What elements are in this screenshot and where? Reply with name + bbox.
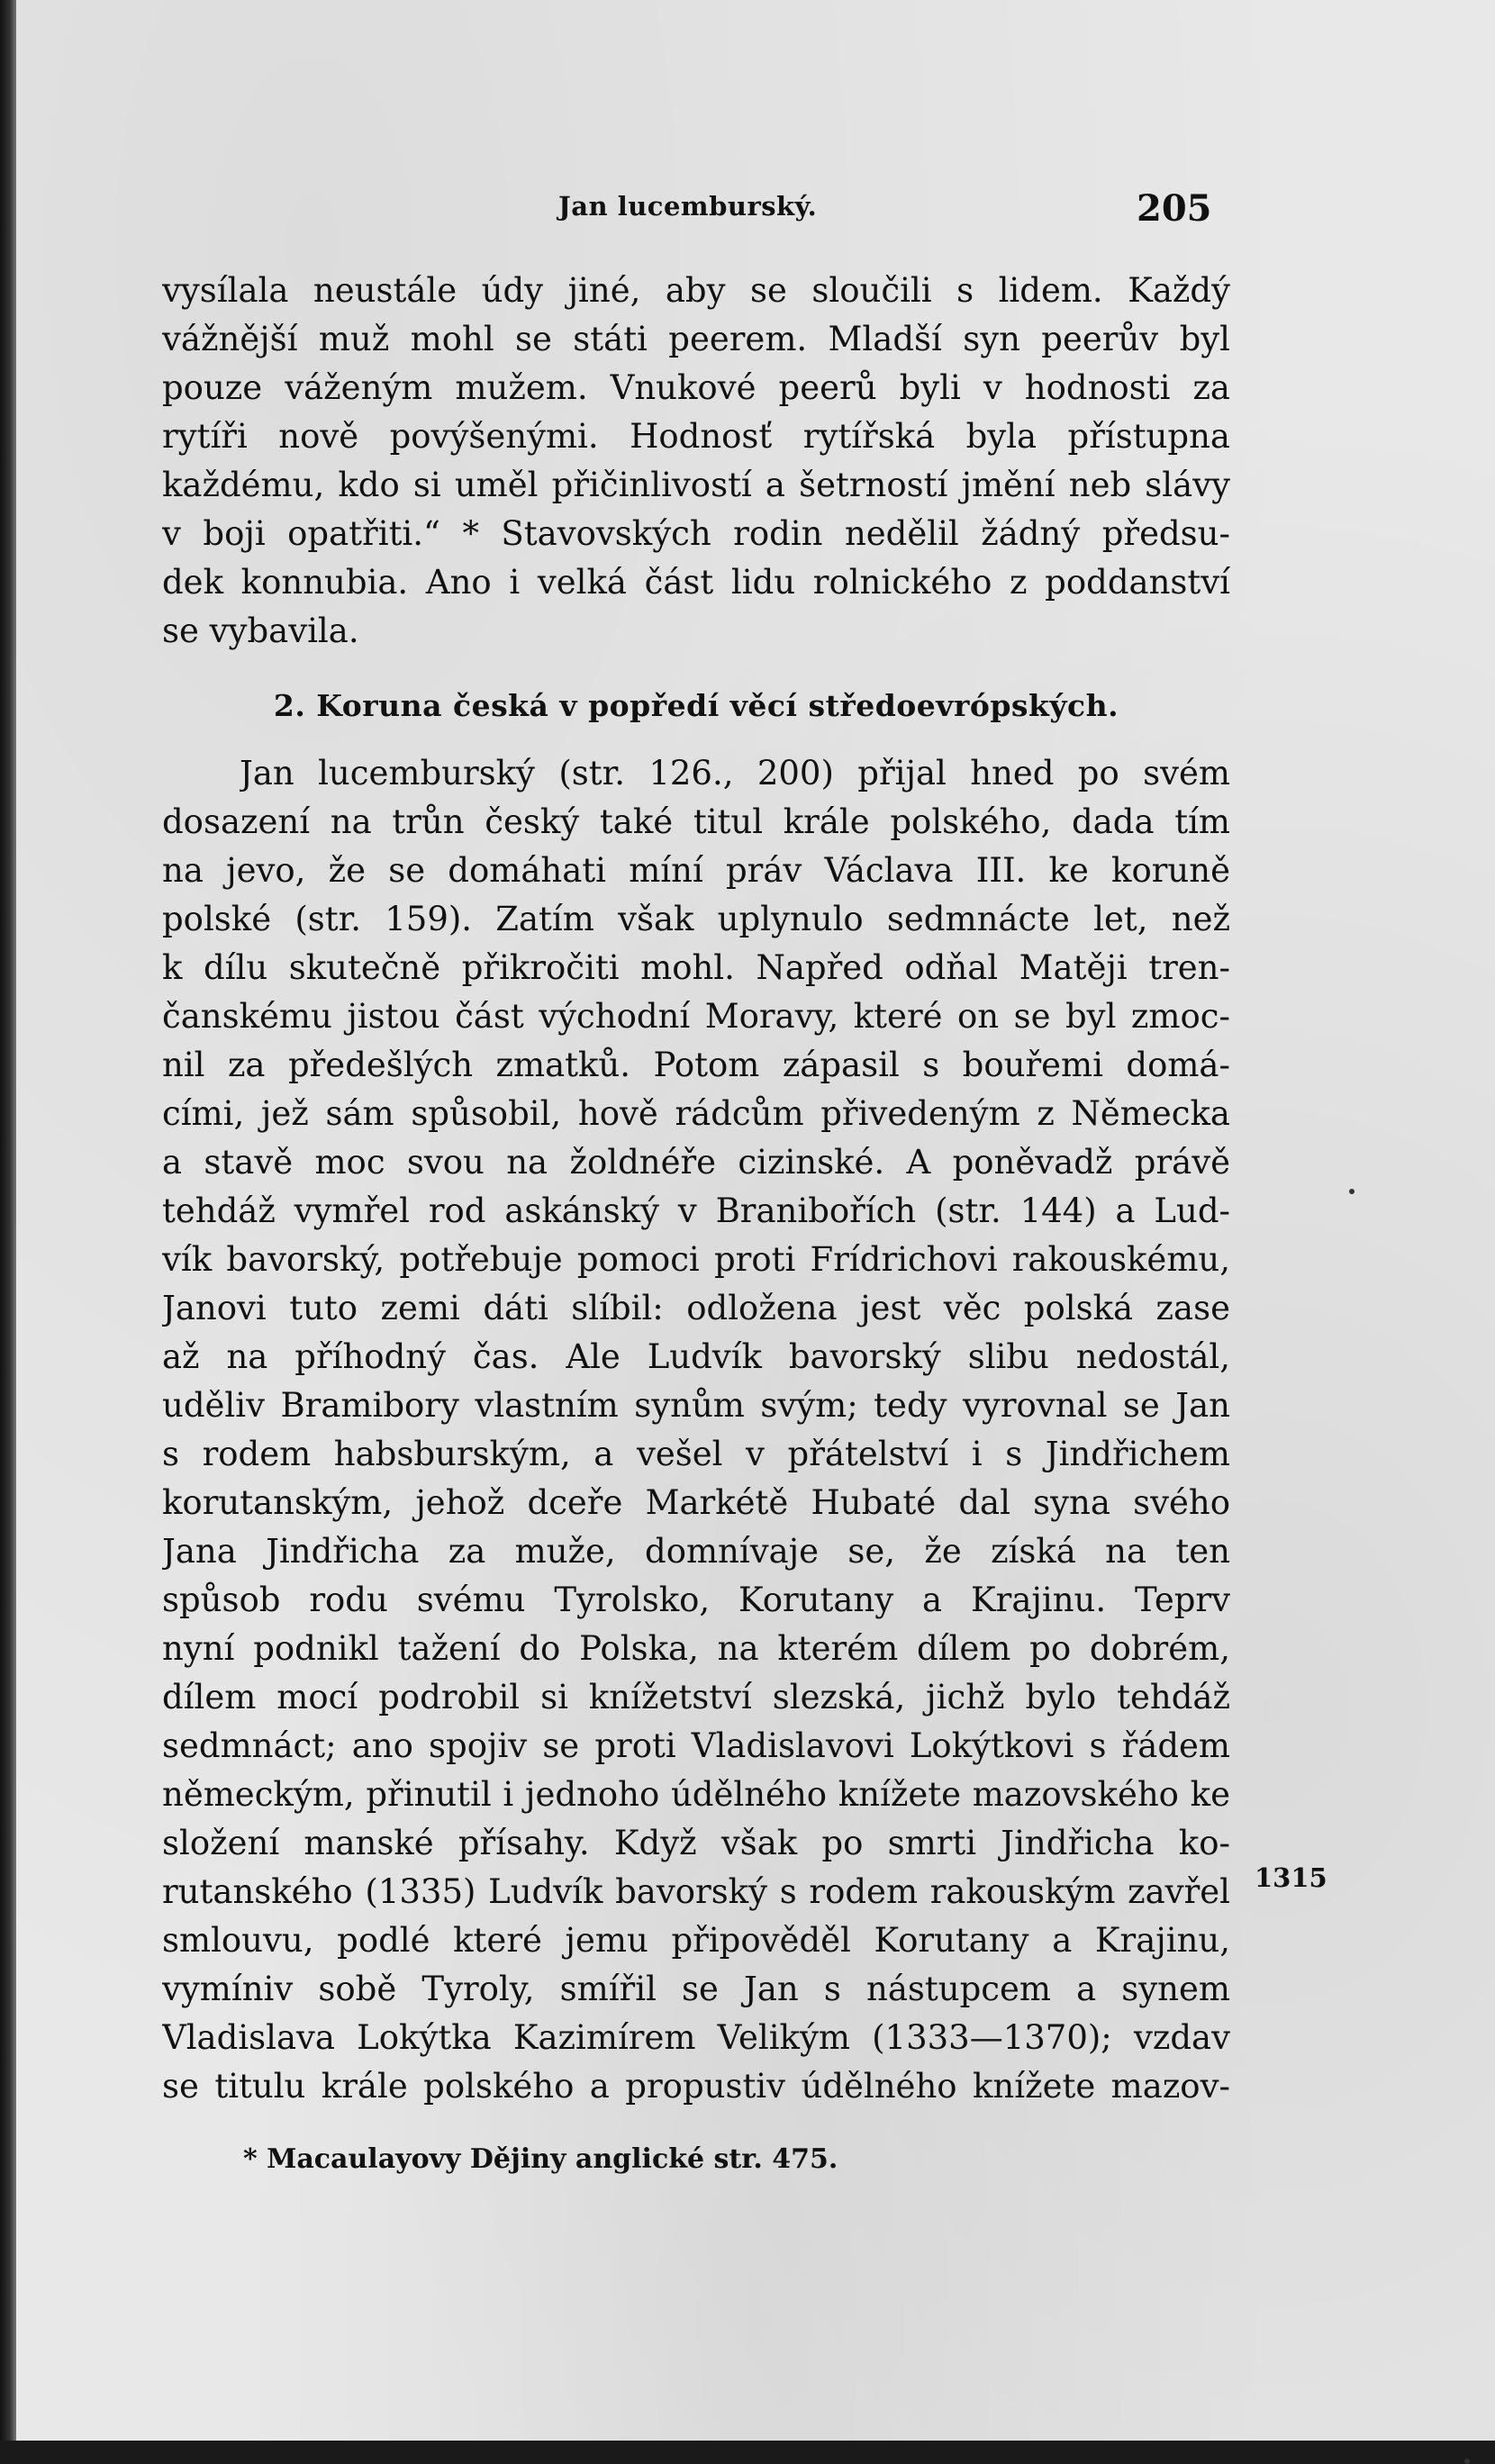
scan-left-edge xyxy=(0,0,16,2441)
running-head: Jan lucemburský. xyxy=(558,191,818,222)
text-line: vík bavorský, potřebuje pomoci proti Frídrichovi rakouskému, xyxy=(162,1240,1230,1279)
text-line: s rodem habsburským, a vešel v přátelství i s Jindřichem xyxy=(162,1435,1230,1473)
text-line: se vybavila. xyxy=(162,611,359,650)
scan-speck xyxy=(1349,1189,1355,1194)
text-line: k dílu skutečně přikročiti mohl. Napřed odňal Matěji tren- xyxy=(162,948,1230,987)
text-line: dosazení na trůn český také titul krále polského, dada tím xyxy=(162,802,1230,841)
text-line: nyní podnikl tažení do Polska, na kterém dílem po dobrém, xyxy=(162,1629,1230,1668)
section-heading: 2. Koruna česká v popředí věcí středoevrópských. xyxy=(273,688,1119,723)
text-line: smlouvu, podlé které jemu připověděl Korutany a Krajinu, xyxy=(162,1921,1230,1960)
text-line: Janovi tuto zemi dáti slíbil: odložena jest věc polská zase xyxy=(162,1289,1230,1327)
text-line: Jana Jindřicha za muže, domnívaje se, že získá na ten xyxy=(162,1532,1230,1571)
text-line: korutanským, jehož dceře Markétě Hubaté dal syna svého xyxy=(162,1483,1230,1522)
text-line: spůsob rodu svému Tyrolsko, Korutany a Krajinu. Teprv xyxy=(162,1581,1230,1619)
text-line: rutanského (1335) Ludvík bavorský s rodem rakouským zavřel xyxy=(162,1872,1230,1911)
text-line: vysílala neustále údy jiné, aby se sloučili s lidem. Každý xyxy=(162,271,1230,310)
text-line: na jevo, že se domáhati míní práv Václava III. ke koruně xyxy=(162,851,1230,890)
text-line: rytíři nově povýšenými. Hodnosť rytířská byla přístupna xyxy=(162,417,1230,456)
footnote: * Macaulayovy Dějiny anglické str. 475. xyxy=(243,2143,838,2175)
text-line: tehdáž vymřel rod askánský v Branibořích (str. 144) a Lud- xyxy=(162,1191,1230,1230)
text-line: až na příhodný čas. Ale Ludvík bavorský slibu nedostál, xyxy=(162,1337,1230,1376)
text-line: dílem mocí podrobil si knížetství slezská, jichž bylo tehdáž xyxy=(162,1678,1230,1717)
text-line: cími, jež sám spůsobil, hově rádcům přivedeným z Německa xyxy=(162,1094,1230,1133)
text-line: každému, kdo si uměl přičinlivostí a šetrností jmění neb slávy xyxy=(162,466,1230,504)
text-line: dek konnubia. Ano i velká část lidu rolnického z poddanství xyxy=(162,563,1230,602)
scan-speck xyxy=(1464,2459,1470,2464)
text-line: vymíniv sobě Tyroly, smířil se Jan s nástupcem a synem xyxy=(162,1970,1230,2008)
text-line: německým, přinutil i jednoho údělného knížete mazovského ke xyxy=(162,1775,1230,1814)
text-line: čanskému jistou část východní Moravy, které on se byl zmoc- xyxy=(162,997,1230,1036)
text-line: a stavě moc svou na žoldnéře cizinské. A poněvadž právě xyxy=(162,1143,1230,1182)
text-line: složení manské přísahy. Když však po smrti Jindřicha ko- xyxy=(162,1824,1230,1862)
text-line: se titulu krále polského a propustiv údělného knížete mazov- xyxy=(162,2067,1230,2106)
text-line: Jan lucemburský (str. 126., 200) přijal hned po svém xyxy=(240,754,1230,793)
margin-year-note: 1315 xyxy=(1255,1862,1327,1893)
text-line: uděliv Bramibory vlastním synům svým; tedy vyrovnal se Jan xyxy=(162,1386,1230,1425)
text-line: polské (str. 159). Zatím však uplynulo sedmnácte let, než xyxy=(162,900,1230,938)
text-line: sedmnáct; ano spojiv se proti Vladislavovi Lokýtkovi s řádem xyxy=(162,1726,1230,1765)
text-line: pouze váženým mužem. Vnukové peerů byli v hodnosti za xyxy=(162,368,1230,407)
text-line: nil za předešlých zmatků. Potom zápasil s bouřemi domá- xyxy=(162,1046,1230,1084)
text-line: Vladislava Lokýtka Kazimírem Velikým (1333—1370); vzdav xyxy=(162,2018,1230,2057)
page-number: 205 xyxy=(1137,187,1212,230)
text-line: vážnější muž mohl se státi peerem. Mladší syn peerův byl xyxy=(162,320,1230,358)
text-line: v boji opatřiti.“ * Stavovských rodin nedělil žádný předsu- xyxy=(162,514,1230,553)
